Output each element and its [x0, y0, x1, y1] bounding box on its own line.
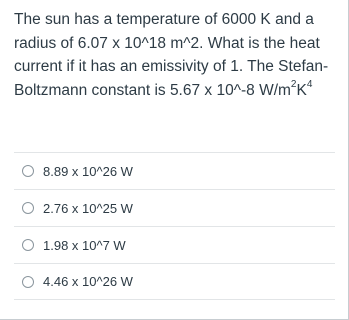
answer-label: 2.76 x 10^25 W — [43, 200, 133, 216]
answer-option-3[interactable] — [14, 226, 335, 263]
answer-option-2[interactable] — [14, 189, 335, 226]
radio-button-icon[interactable] — [22, 239, 34, 251]
radio-button-icon[interactable] — [22, 276, 34, 288]
answer-list — [14, 152, 335, 300]
question-superscript-2: 2 — [290, 79, 297, 91]
answer-label: 4.46 x 10^26 W — [43, 274, 133, 289]
radio-button-icon[interactable] — [22, 165, 34, 177]
answer-option-4[interactable] — [14, 263, 335, 300]
question-text-k: K — [296, 81, 307, 99]
question-superscript-4: 4 — [306, 79, 313, 91]
answer-option-1[interactable] — [14, 152, 335, 189]
radio-button-icon[interactable] — [22, 202, 34, 214]
answer-label: 8.89 x 10^26 W — [43, 163, 133, 179]
question-text — [14, 8, 338, 102]
answer-label: 1.98 x 10^7 W — [43, 237, 126, 253]
question-text-main: The sun has a temperature of 6000 K and a radius of 6.07 x 10^18 m^2. What is the heat current if it has an emissivity of 1. The Stefan-Boltzmann constant is 5.67 x 10^-8 W/m — [14, 11, 329, 99]
